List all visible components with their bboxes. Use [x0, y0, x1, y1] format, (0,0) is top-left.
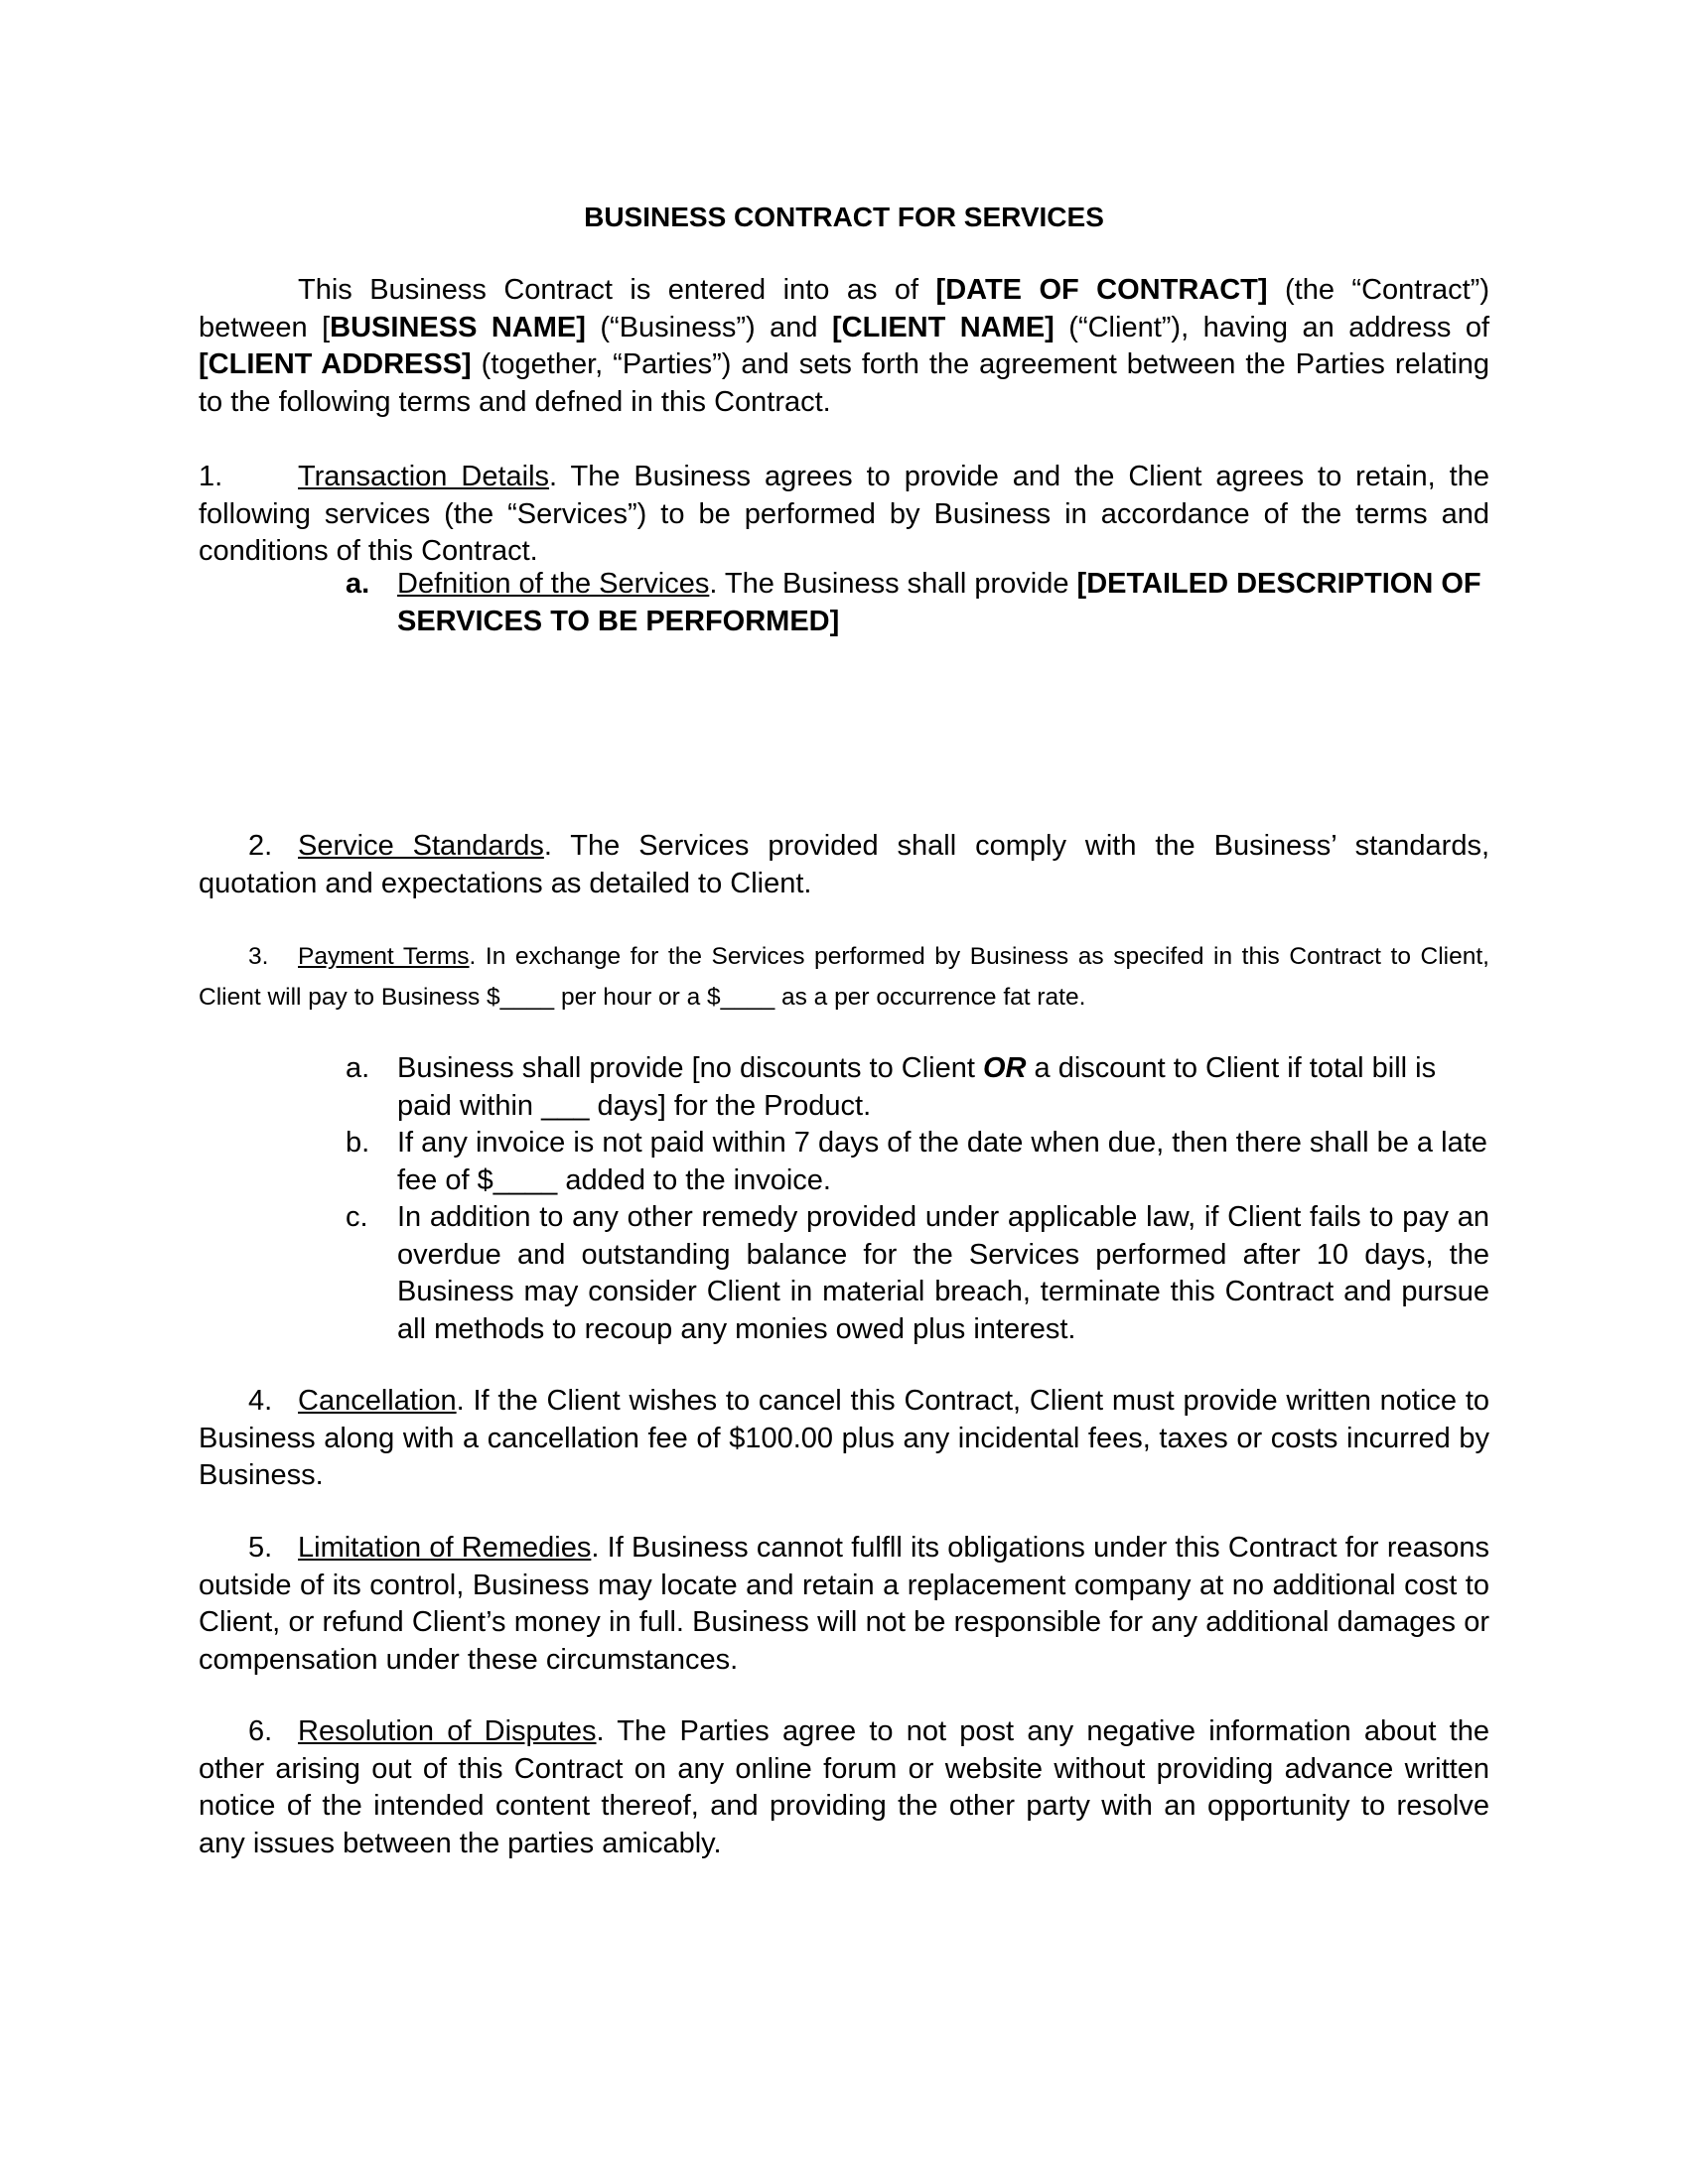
contract-date-placeholder: [DATE OF CONTRACT]: [935, 274, 1268, 306]
contract-page: [199, 0, 1489, 2184]
services-description-placeholder: [DETAILED DESCRIPTION OF SERVICES TO BE PERFORMED]: [397, 568, 1481, 637]
intro-paragraph: [199, 272, 1489, 421]
section-3a-text-1: Business shall provide [no discounts to Client: [397, 1052, 983, 1084]
intro-text-4: (“Client”), having an address of: [1054, 311, 1490, 343]
section-2-heading: Service Standards: [298, 830, 544, 862]
section-3c-text: In addition to any other remedy provided under applicable law, if Client fails to pay an overdue and outstanding balance for the Services performed after 10 days, the Business may consider Client in material breach, terminate this Contract and pursue all methods to recoup any monies owed plus interest.: [397, 1201, 1489, 1345]
section-1a: [346, 566, 1489, 640]
section-3b: [346, 1125, 1489, 1199]
section-1: [199, 459, 1489, 571]
section-1a-text: . The Business shall provide: [709, 568, 1077, 600]
section-5-heading: Limitation of Remedies: [298, 1532, 592, 1564]
section-3: [199, 936, 1489, 1018]
section-1-text: . The Business agrees to provide and the Client agrees to retain, the following services (the “Services”) to be performed by Business in accordance of the terms and conditions of this Contract.: [199, 461, 1489, 567]
section-5: [199, 1530, 1489, 1679]
section-3-number: 3.: [248, 943, 269, 970]
business-name-placeholder: BUSINESS NAME]: [330, 311, 586, 343]
section-6-text: . The Parties agree to not post any negative information about the other arising out of this Contract on any online forum or website without providing advance written notice of the intended content thereof, and providing the other party with an opportunity to resolve any issues between the parties amicably.: [199, 1715, 1489, 1859]
section-1a-label: a.: [346, 568, 370, 600]
intro-text-1: This Business Contract is entered into as of: [298, 274, 936, 306]
document-title: BUSINESS CONTRACT FOR SERVICES: [584, 202, 1104, 232]
section-3b-label: b.: [346, 1127, 370, 1159]
section-1-heading: Transaction Details: [298, 461, 550, 492]
section-5-text: . If Business cannot fulfll its obligations under this Contract for reasons outside of its control, Business may locate and retain a replacement company at no additional cost to Client, or refund Client’s money in full. Business will not be responsible for any additional damages or compensation under these circumstances.: [199, 1532, 1489, 1676]
section-1-number: 1.: [199, 461, 223, 492]
client-address-placeholder: [CLIENT ADDRESS]: [199, 348, 472, 380]
section-6: [199, 1713, 1489, 1862]
section-3a: [346, 1050, 1489, 1125]
client-name-placeholder: [CLIENT NAME]: [831, 311, 1055, 343]
section-2-number: 2.: [248, 830, 273, 862]
section-3-text: . In exchange for the Services performed by Business as specifed in this Contract to Client, Client will pay to Business $____ per hour or a $____ as a per occurrence fat rate.: [199, 943, 1489, 1011]
section-3-heading: Payment Terms: [298, 943, 470, 970]
section-3a-text-2: a discount to Client if total bill is paid within ___ days] for the Product.: [397, 1052, 1437, 1122]
intro-text-3: (“Business”) and: [585, 311, 832, 343]
section-2-text: . The Services provided shall comply with the Business’ standards, quotation and expectations as detailed to Client.: [199, 830, 1490, 899]
section-4-number: 4.: [248, 1385, 273, 1417]
section-3c-label: c.: [346, 1201, 368, 1233]
section-4-text: . If the Client wishes to cancel this Contract, Client must provide written notice to Business along with a cancellation fee of $100.00 plus any incidental fees, taxes or costs incurred by Business.: [199, 1385, 1489, 1491]
section-6-heading: Resolution of Disputes: [298, 1715, 597, 1747]
intro-text-5: (together, “Parties”) and sets forth the agreement between the Parties relating to the following terms and defned in this Contract.: [199, 348, 1489, 418]
section-3a-label: a.: [346, 1052, 370, 1084]
section-1a-heading: Defnition of the Services: [397, 568, 710, 600]
section-3c: [346, 1199, 1489, 1348]
section-2: [199, 828, 1489, 902]
section-3a-or: OR: [982, 1052, 1027, 1084]
section-4-heading: Cancellation: [298, 1385, 457, 1417]
section-6-number: 6.: [248, 1715, 273, 1747]
section-3b-text: If any invoice is not paid within 7 days of the date when due, then there shall be a late fee of $____ added to the invoice.: [397, 1127, 1487, 1196]
section-4: [199, 1383, 1489, 1495]
section-5-number: 5.: [248, 1532, 273, 1564]
intro-text-2: (the “Contract”) between [: [199, 274, 1489, 343]
